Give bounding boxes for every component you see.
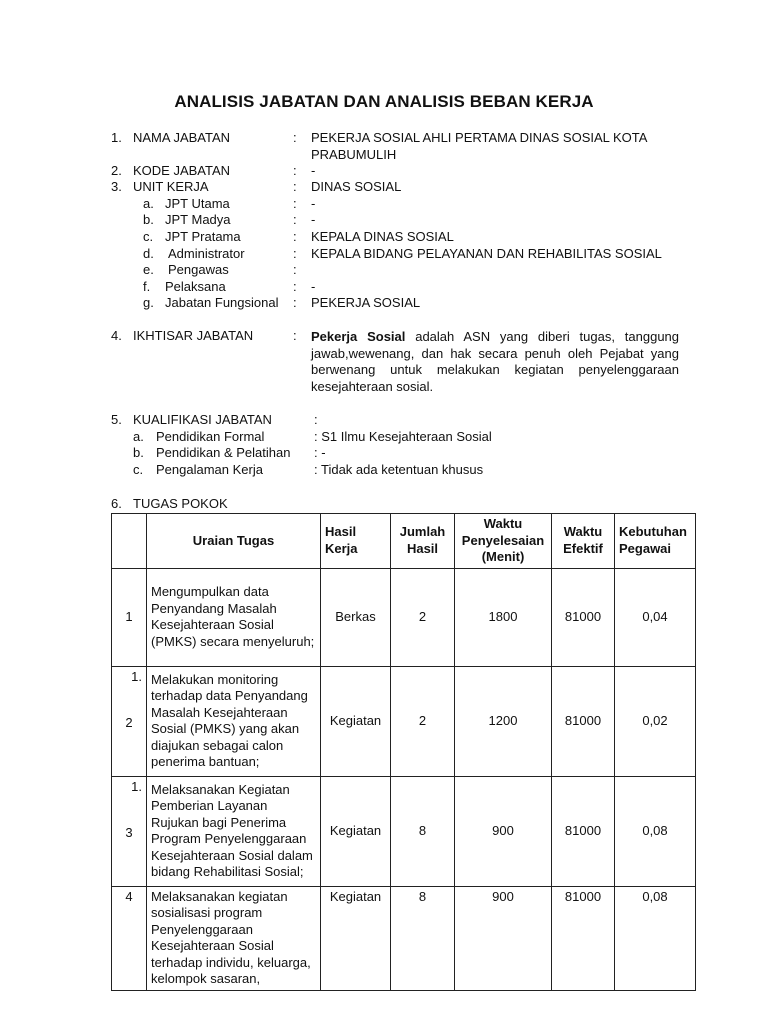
table-row bbox=[112, 776, 696, 886]
row-number: 4 bbox=[125, 888, 133, 904]
colon: : bbox=[314, 412, 318, 427]
jabatan-fungsional-label: Jabatan Fungsional bbox=[165, 295, 279, 310]
uraian-tugas-cell: Mengumpulkan data Penyandang Masalah Kesejahteraan Sosial (PMKS) secara menyeluruh; bbox=[147, 568, 321, 666]
table-header-row bbox=[112, 514, 696, 569]
pengawas-label: Pengawas bbox=[168, 262, 229, 277]
pendidikan-formal-label: Pendidikan Formal bbox=[156, 429, 265, 444]
hasil-kerja-cell: Berkas bbox=[321, 568, 391, 666]
administrator-value: KEPALA BIDANG PELAYANAN DAN REHABILITAS SOSIAL bbox=[311, 246, 662, 261]
colon: : bbox=[293, 295, 297, 310]
header-no bbox=[112, 514, 147, 569]
colon: : bbox=[293, 246, 297, 261]
pendidikan-pelatihan-label: Pendidikan & Pelatihan bbox=[156, 445, 291, 460]
kebutuhan-pegawai-cell: 0,08 bbox=[615, 886, 696, 990]
sub-letter: c. bbox=[133, 462, 144, 477]
row-number-cell bbox=[112, 776, 147, 886]
item-number: 2. bbox=[111, 163, 122, 178]
uraian-tugas-cell: Melaksanakan Kegiatan Pemberian Layanan Rujukan bagi Penerima Program Penyelenggaraan Kesejahteraan Sosial dalam bidang Rehabilitasi Sosial; bbox=[147, 776, 321, 886]
nama-jabatan-value: PEKERJA SOSIAL AHLI PERTAMA DINAS SOSIAL KOTA bbox=[311, 130, 648, 145]
waktu-efektif-cell: 81000 bbox=[552, 776, 615, 886]
kebutuhan-pegawai-cell: 0,02 bbox=[615, 666, 696, 776]
pengalaman-kerja-value: : Tidak ada ketentuan khusus bbox=[314, 462, 484, 477]
pelaksana-value: - bbox=[311, 279, 316, 294]
colon: : bbox=[293, 279, 297, 294]
item-number: 1. bbox=[111, 130, 122, 145]
colon: : bbox=[293, 262, 297, 277]
hasil-kerja-cell: Kegiatan bbox=[321, 666, 391, 776]
table-row bbox=[112, 568, 696, 666]
row-number: 1 bbox=[125, 608, 133, 624]
jumlah-hasil-cell: 8 bbox=[391, 886, 455, 990]
jpt-madya-label: JPT Madya bbox=[165, 212, 231, 227]
jabatan-fungsional-value: PEKERJA SOSIAL bbox=[311, 295, 421, 310]
kebutuhan-pegawai-cell: 0,04 bbox=[615, 568, 696, 666]
kebutuhan-pegawai-cell: 0,08 bbox=[615, 776, 696, 886]
waktu-penyelesaian-cell: 1800 bbox=[455, 568, 552, 666]
jpt-pratama-label: JPT Pratama bbox=[165, 229, 241, 244]
tugas-pokok-table bbox=[111, 513, 696, 991]
unit-kerja-value: DINAS SOSIAL bbox=[311, 179, 402, 194]
header-kebutuhan-pegawai: Kebutuhan Pegawai bbox=[615, 514, 696, 569]
unit-kerja-label: UNIT KERJA bbox=[133, 179, 209, 194]
colon: : bbox=[293, 196, 297, 211]
colon: : bbox=[293, 328, 297, 343]
pendidikan-formal-value: : S1 Ilmu Kesejahteraan Sosial bbox=[314, 429, 492, 444]
header-waktu-efektif: Waktu Efektif bbox=[552, 514, 615, 569]
colon: : bbox=[293, 163, 297, 178]
table-row bbox=[112, 886, 696, 990]
pendidikan-pelatihan-value: : - bbox=[314, 445, 326, 460]
table-row bbox=[112, 666, 696, 776]
jpt-utama-label: JPT Utama bbox=[165, 196, 230, 211]
waktu-penyelesaian-cell: 1200 bbox=[455, 666, 552, 776]
ikhtisar-label: IKHTISAR JABATAN bbox=[133, 328, 254, 343]
jumlah-hasil-cell: 8 bbox=[391, 776, 455, 886]
row-list-prefix: 1. bbox=[131, 668, 142, 684]
waktu-efektif-cell: 81000 bbox=[552, 568, 615, 666]
ikhtisar-bold-lead: Pekerja Sosial bbox=[311, 329, 406, 344]
colon: : bbox=[293, 179, 297, 194]
jpt-utama-value: - bbox=[311, 196, 316, 211]
pengalaman-kerja-label: Pengalaman Kerja bbox=[156, 462, 263, 477]
administrator-label: Administrator bbox=[168, 246, 245, 261]
ikhtisar-text: adalah ASN yang diberi tugas, tanggung jawab,wewenang, dan hak secara penuh oleh Pejabat yang berwenang untuk melakukan kegiatan penyelenggaraan kesejahteraan sosial. bbox=[311, 329, 680, 394]
kode-jabatan-label: KODE JABATAN bbox=[133, 163, 231, 178]
hasil-kerja-cell: Kegiatan bbox=[321, 776, 391, 886]
row-number-cell bbox=[112, 886, 147, 990]
header-waktu-penyelesaian: Waktu Penyelesaian (Menit) bbox=[455, 514, 552, 569]
sub-letter: c. bbox=[143, 229, 154, 244]
jumlah-hasil-cell: 2 bbox=[391, 568, 455, 666]
kualifikasi-label: KUALIFIKASI JABATAN bbox=[133, 412, 272, 427]
sub-letter: g. bbox=[143, 295, 154, 310]
sub-letter: e. bbox=[143, 262, 154, 277]
row-number: 2 bbox=[125, 715, 133, 730]
document-title: ANALISIS JABATAN DAN ANALISIS BEBAN KERJA bbox=[174, 92, 594, 111]
waktu-efektif-cell: 81000 bbox=[552, 666, 615, 776]
row-number-cell bbox=[112, 666, 147, 776]
sub-letter: a. bbox=[143, 196, 154, 211]
hasil-kerja-cell: Kegiatan bbox=[321, 886, 391, 990]
tugas-pokok-label: TUGAS POKOK bbox=[133, 496, 228, 511]
item-number: 6. bbox=[111, 496, 122, 511]
sub-letter: f. bbox=[143, 279, 151, 294]
item-number: 5. bbox=[111, 412, 122, 427]
waktu-penyelesaian-cell: 900 bbox=[455, 886, 552, 990]
uraian-tugas-cell: Melaksanakan kegiatan sosialisasi program Penyelenggaraan Kesejahteraan Sosial terhadap individu, keluarga, kelompok sasaran, bbox=[147, 886, 321, 990]
waktu-penyelesaian-cell: 900 bbox=[455, 776, 552, 886]
colon: : bbox=[293, 130, 297, 145]
row-number-cell bbox=[112, 568, 147, 666]
jpt-pratama-value: KEPALA DINAS SOSIAL bbox=[311, 229, 454, 244]
colon: : bbox=[293, 229, 297, 244]
uraian-tugas-cell: Melakukan monitoring terhadap data Penyandang Masalah Kesejahteraan Sosial (PMKS) yang akan diajukan sebagai calon penerima bantuan; bbox=[147, 666, 321, 776]
nama-jabatan-value-cont: PRABUMULIH bbox=[311, 147, 397, 162]
row-number: 3 bbox=[125, 825, 133, 840]
header-jumlah-hasil: Jumlah Hasil bbox=[391, 514, 455, 569]
header-uraian-tugas: Uraian Tugas bbox=[147, 514, 321, 569]
nama-jabatan-label: NAMA JABATAN bbox=[133, 130, 231, 145]
ikhtisar-paragraph bbox=[311, 329, 679, 395]
colon: : bbox=[293, 212, 297, 227]
sub-letter: b. bbox=[143, 212, 154, 227]
item-number: 3. bbox=[111, 179, 122, 194]
sub-letter: b. bbox=[133, 445, 144, 460]
jumlah-hasil-cell: 2 bbox=[391, 666, 455, 776]
sub-letter: d. bbox=[143, 246, 154, 261]
kode-jabatan-value: - bbox=[311, 163, 316, 178]
row-list-prefix: 1. bbox=[131, 778, 142, 794]
pelaksana-label: Pelaksana bbox=[165, 279, 226, 294]
waktu-efektif-cell: 81000 bbox=[552, 886, 615, 990]
jpt-madya-value: - bbox=[311, 212, 316, 227]
header-hasil-kerja: Hasil Kerja bbox=[321, 514, 391, 569]
item-number: 4. bbox=[111, 328, 122, 343]
sub-letter: a. bbox=[133, 429, 144, 444]
